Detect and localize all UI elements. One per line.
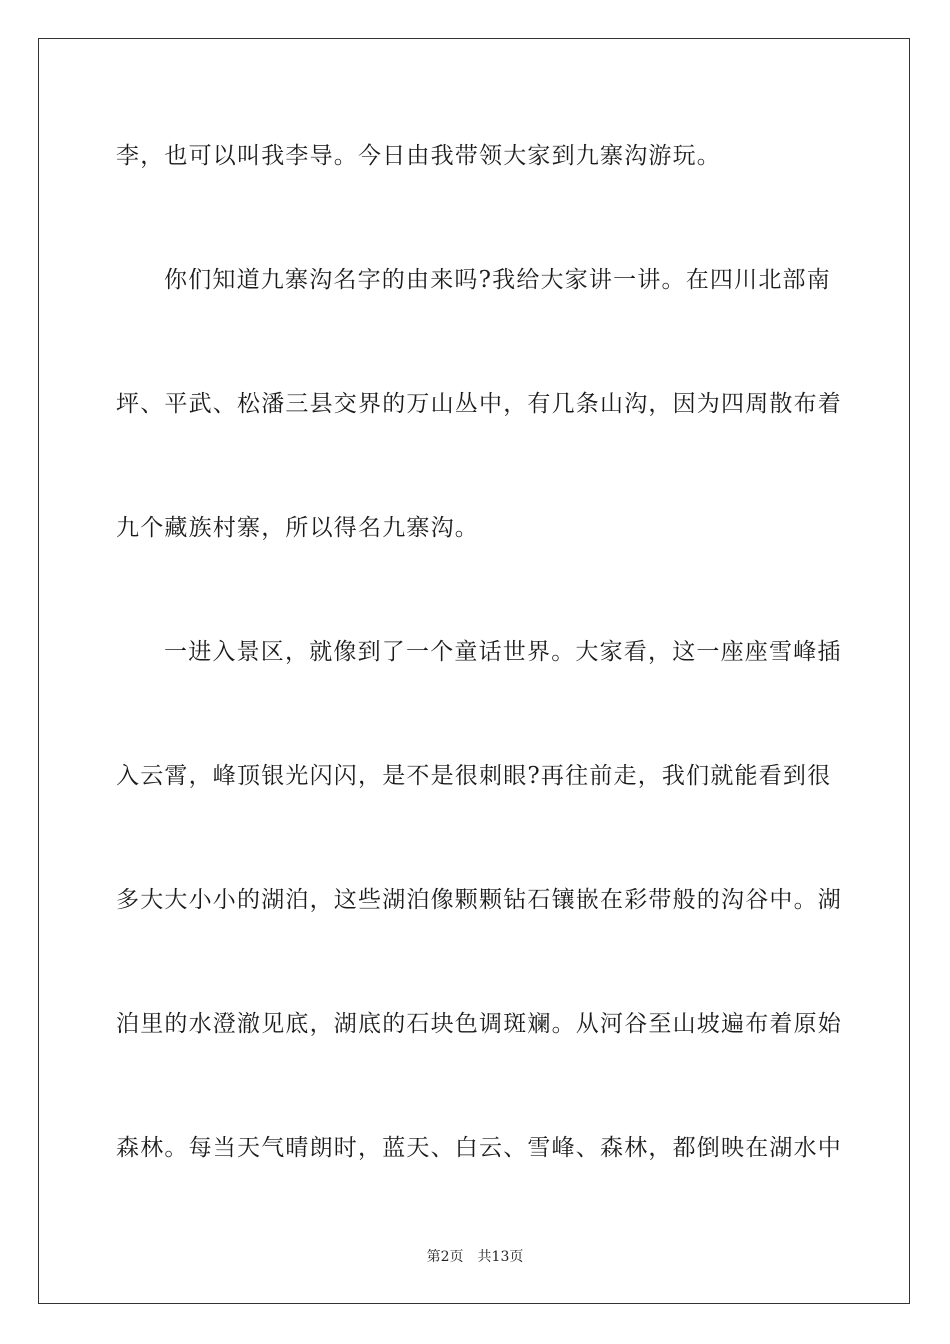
text-line-8: 泊里的水澄澈见底，湖底的石块色调斑斓。从河谷至山坡遍布着原始: [116, 1011, 842, 1037]
text-line-2: 你们知道九寨沟名字的由来吗?我给大家讲一讲。在四川北部南: [164, 267, 831, 293]
text-line-5: 一进入景区，就像到了一个童话世界。大家看，这一座座雪峰插: [164, 639, 842, 665]
text-line-3: 坪、平武、松潘三县交界的万山丛中，有几条山沟，因为四周散布着: [116, 391, 842, 417]
page-number: 第2页: [426, 1249, 464, 1265]
text-line-1: 李，也可以叫我李导。今日由我带领大家到九寨沟游玩。: [116, 143, 721, 169]
text-line-6: 入云霄，峰顶银光闪闪，是不是很刺眼?再往前走，我们就能看到很: [116, 763, 832, 789]
page-border: [38, 38, 910, 1304]
text-line-4: 九个藏族村寨，所以得名九寨沟。: [116, 515, 479, 541]
page-footer: [0, 1248, 950, 1266]
page-total: 共13页: [477, 1249, 524, 1265]
text-line-7: 多大大小小的湖泊，这些湖泊像颗颗钻石镶嵌在彩带般的沟谷中。湖: [116, 887, 842, 913]
text-line-9: 森林。每当天气晴朗时，蓝天、白云、雪峰、森林，都倒映在湖水中: [116, 1135, 842, 1161]
